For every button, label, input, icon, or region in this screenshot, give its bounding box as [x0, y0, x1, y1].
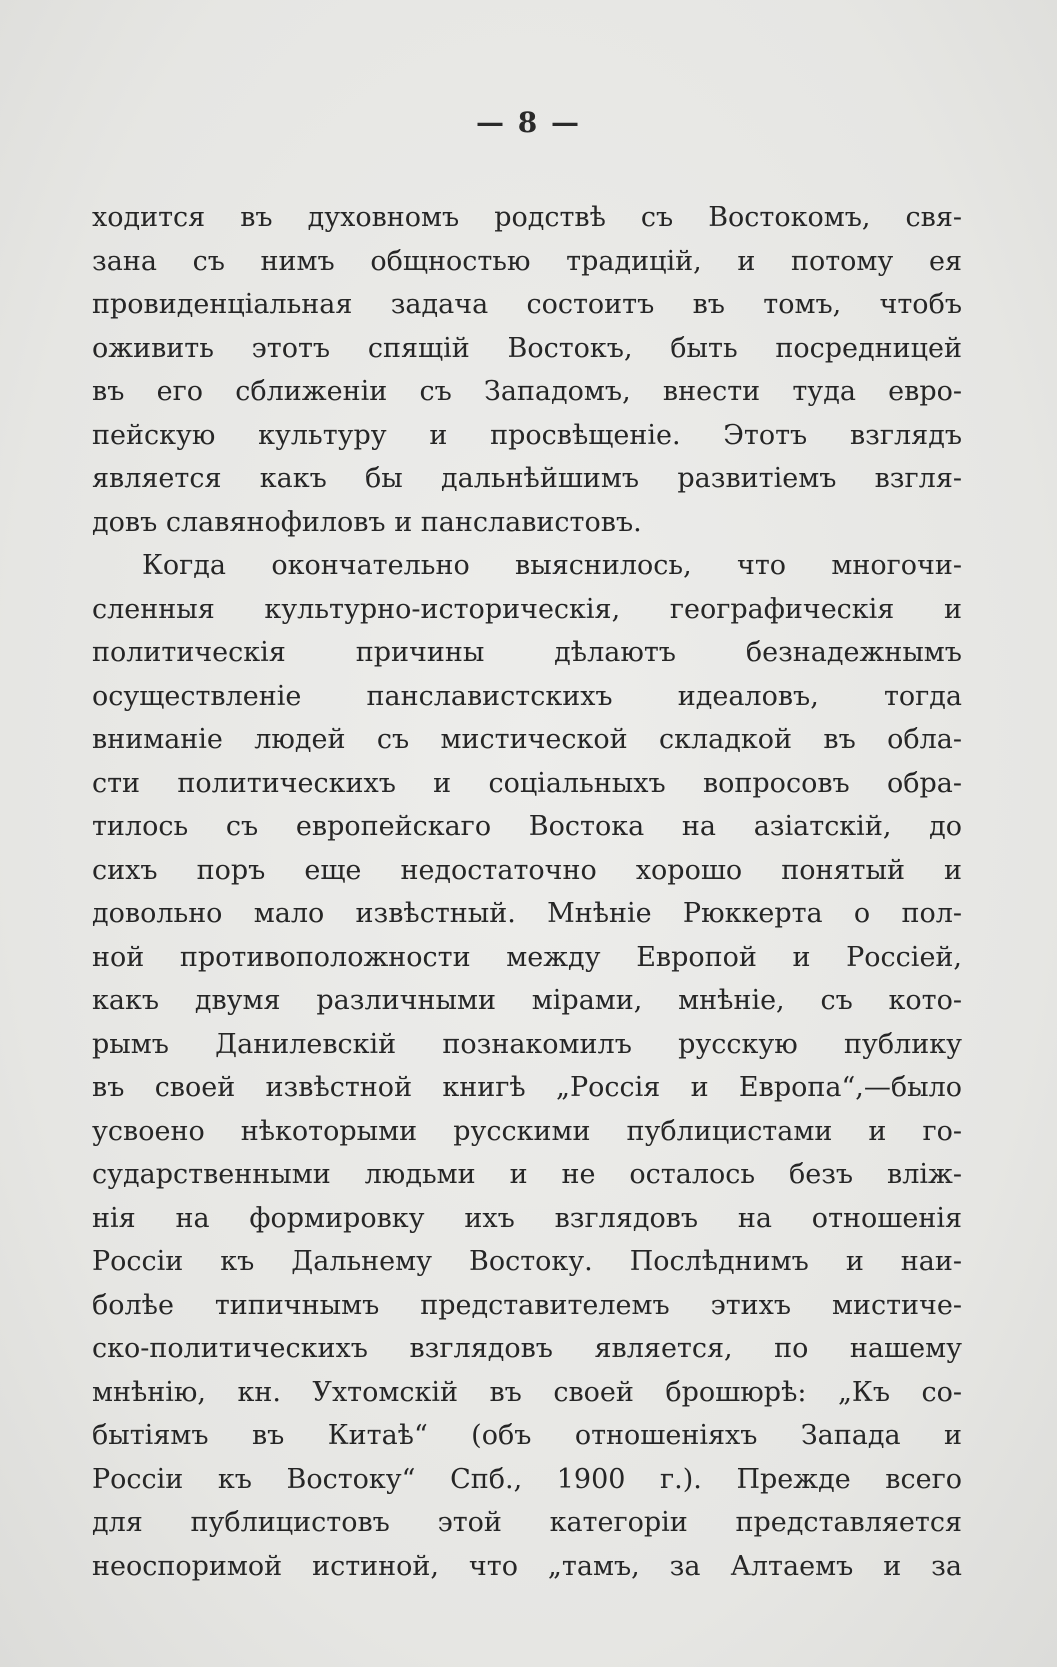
body-text [92, 196, 962, 1588]
text-line: тилось съ европейскаго Востока на азіатскій, до [92, 811, 962, 842]
text-line: въ его сближеніи съ Западомъ, внести туда евро- [92, 376, 962, 407]
text-line: какъ двумя различными мірами, мнѣніе, съ кото- [92, 985, 962, 1016]
text-line: зана съ нимъ общностью традицій, и потому ея [92, 245, 962, 277]
text-line: въ своей извѣстной книгѣ „Россія и Европа“,—было [92, 1072, 962, 1103]
text-line: провиденціальная задача состоитъ въ томъ, чтобъ [92, 289, 962, 320]
text-line: оживить этотъ спящій Востокъ, быть посредницей [92, 332, 962, 364]
text-line: сти политическихъ и соціальныхъ вопросовъ обра- [92, 767, 962, 799]
text-line: политическія причины дѣлаютъ безнадежнымъ [92, 637, 962, 668]
text-line: Россіи къ Востоку“ Спб., 1900 г.). Прежде всего [92, 1463, 962, 1495]
text-line: бытіямъ въ Китаѣ“ (объ отношеніяхъ Запада и [92, 1420, 962, 1451]
paragraph-end-line: довъ славянофиловъ и панславистовъ. [92, 506, 642, 538]
text-line: сударственными людьми и не осталось безъ вліж- [92, 1159, 962, 1190]
text-line: усвоено нѣкоторыми русскими публицистами и го- [92, 1115, 962, 1147]
text-line: мнѣнію, кн. Ухтомскій въ своей брошюрѣ: „Къ со- [92, 1376, 962, 1408]
text-line: болѣе типичнымъ представителемъ этихъ мистиче- [92, 1289, 962, 1321]
page-number: — 8 — [476, 106, 581, 139]
paragraph-start-line: Когда окончательно выяснилось, что многочи- [142, 550, 962, 581]
text-line: ной противоположности между Европой и Россіей, [92, 941, 962, 973]
text-line: неоспоримой истиной, что „тамъ, за Алтаемъ и за [92, 1550, 962, 1582]
text-line: вниманіе людей съ мистической складкой въ обла- [92, 724, 962, 755]
text-line: Россіи къ Дальнему Востоку. Послѣднимъ и наи- [92, 1246, 962, 1277]
text-line: ско-политическихъ взглядовъ является, по нашему [92, 1333, 962, 1364]
text-line: сихъ поръ еще недостаточно хорошо понятый и [92, 854, 962, 886]
text-line: рымъ Данилевскій познакомилъ русскую публику [92, 1028, 962, 1060]
text-line: пейскую культуру и просвѣщеніе. Этотъ взглядъ [92, 419, 962, 451]
text-line: ходится въ духовномъ родствѣ съ Востокомъ, свя- [92, 202, 962, 233]
text-line: является какъ бы дальнѣйшимъ развитіемъ взгля- [92, 463, 962, 494]
text-line: довольно мало извѣстный. Мнѣніе Рюккерта о пол- [92, 898, 962, 929]
text-line: нія на формировку ихъ взглядовъ на отношенія [92, 1202, 962, 1234]
text-line: для публицистовъ этой категоріи представляется [92, 1507, 962, 1538]
text-line: сленныя культурно-историческія, географическія и [92, 593, 962, 625]
text-line: осуществленіе панславистскихъ идеаловъ, тогда [92, 680, 962, 712]
